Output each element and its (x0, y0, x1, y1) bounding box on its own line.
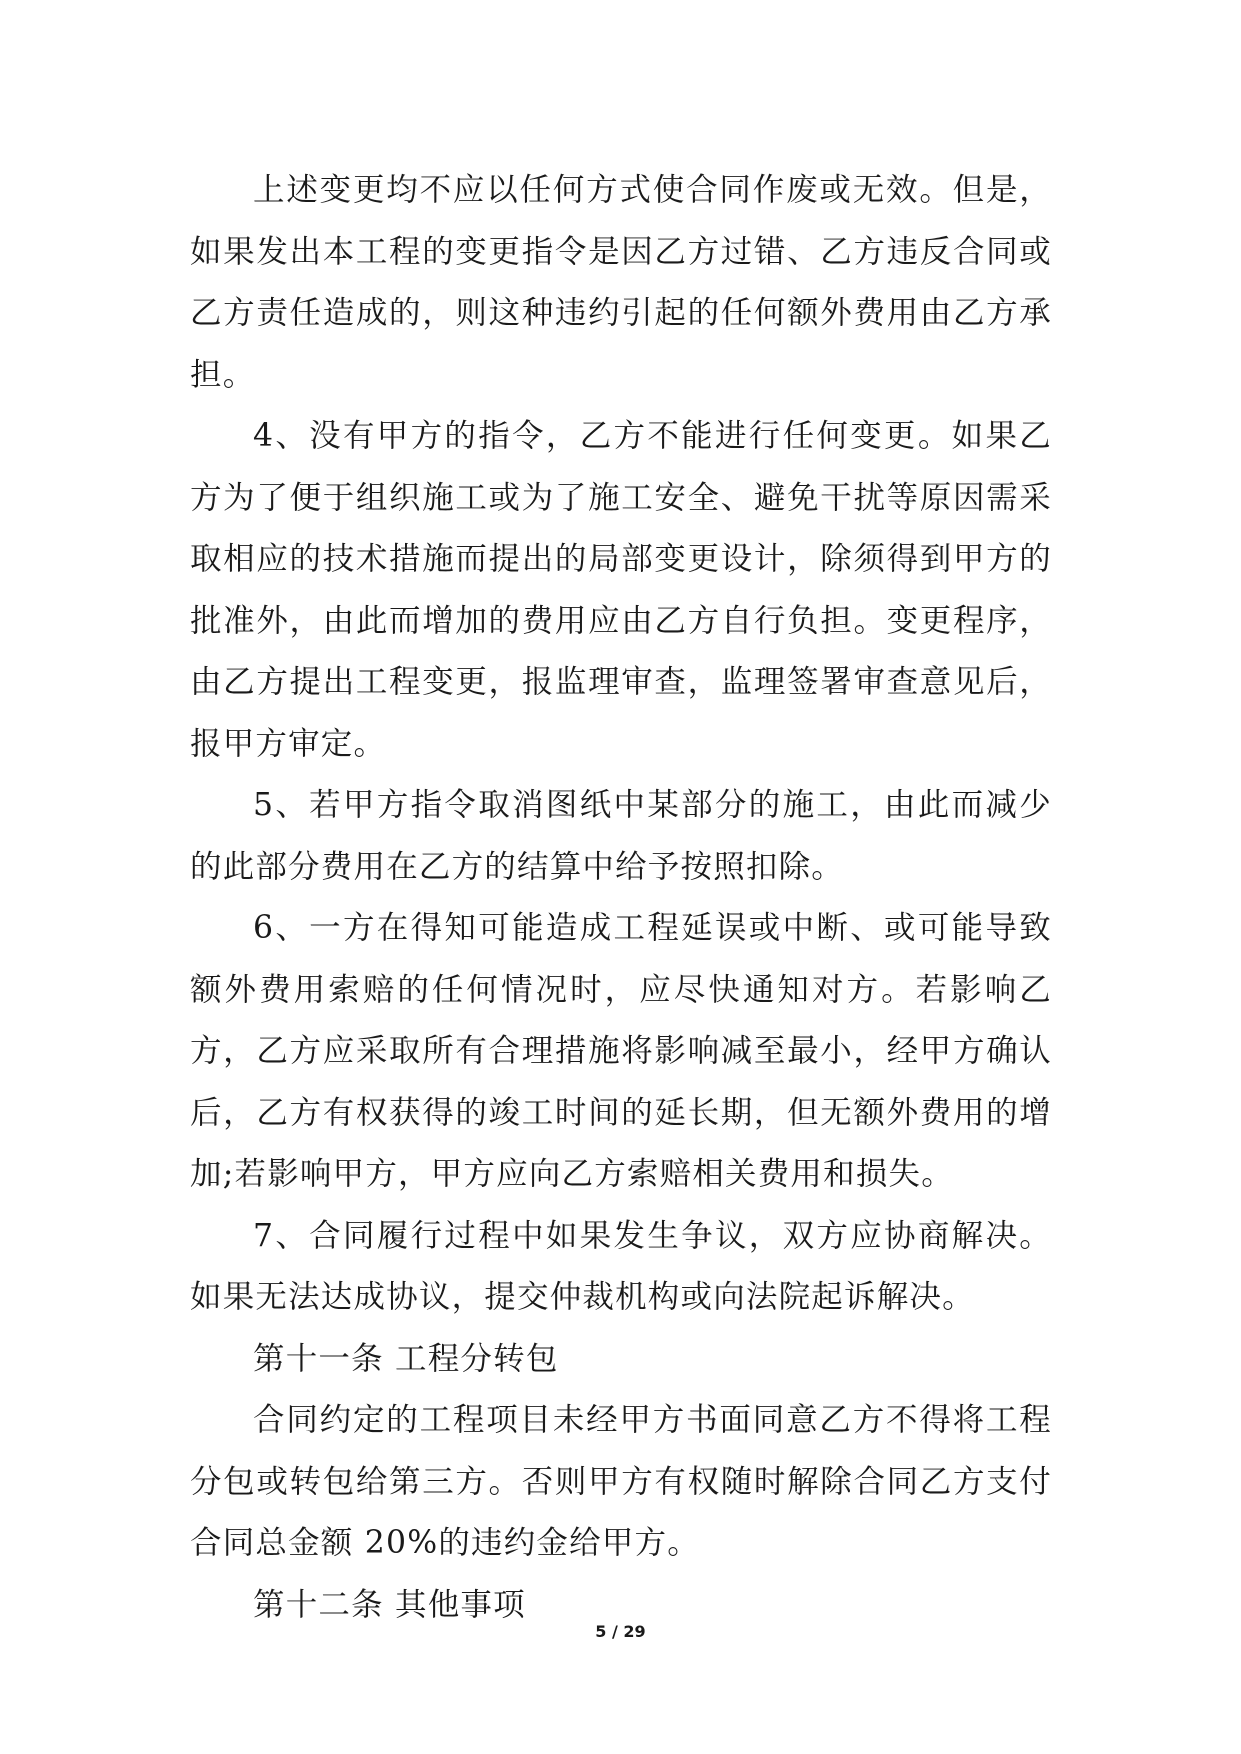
paragraph-subcontracting: 合同约定的工程项目未经甲方书面同意乙方不得将工程分包或转包给第三方。否则甲方有权随时解除合同乙方支付合同总金额 20%的违约金给甲方。 (190, 1402, 1052, 1561)
section-heading-article-11: 第十一条 工程分转包 (253, 1340, 559, 1377)
page-number: 5 / 29 (595, 1622, 646, 1641)
paragraph-clause-7: 7、合同履行过程中如果发生争议，双方应协商解决。如果无法达成协议，提交仲裁机构或向法院起诉解决。 (190, 1217, 1052, 1315)
paragraph-clause-4: 4、没有甲方的指令，乙方不能进行任何变更。如果乙方为了便于组织施工或为了施工安全、避免干扰等原因需采取相应的技术措施而提出的局部变更设计，除须得到甲方的批准外，由此而增加的费用应由乙方自行负担。变更程序，由乙方提出工程变更，报监理审查，监理签署审查意见后，报甲方审定。 (190, 418, 1052, 762)
paragraph-clause-6: 6、一方在得知可能造成工程延误或中断、或可能导致额外费用索赔的任何情况时，应尽快通知对方。若影响乙方，乙方应采取所有合理措施将影响减至最小，经甲方确认后，乙方有权获得的竣工时间的延长期，但无额外费用的增加;若影响甲方，甲方应向乙方索赔相关费用和损失。 (190, 910, 1052, 1192)
document-body (190, 160, 1052, 1636)
paragraph-clause-5: 5、若甲方指令取消图纸中某部分的施工，由此而减少的此部分费用在乙方的结算中给予按照扣除。 (190, 787, 1052, 885)
section-heading-article-12: 第十二条 其他事项 (253, 1586, 526, 1623)
paragraph-change-validity: 上述变更均不应以任何方式使合同作废或无效。但是，如果发出本工程的变更指令是因乙方过错、乙方违反合同或乙方责任造成的，则这种违约引起的任何额外费用由乙方承担。 (190, 172, 1052, 393)
